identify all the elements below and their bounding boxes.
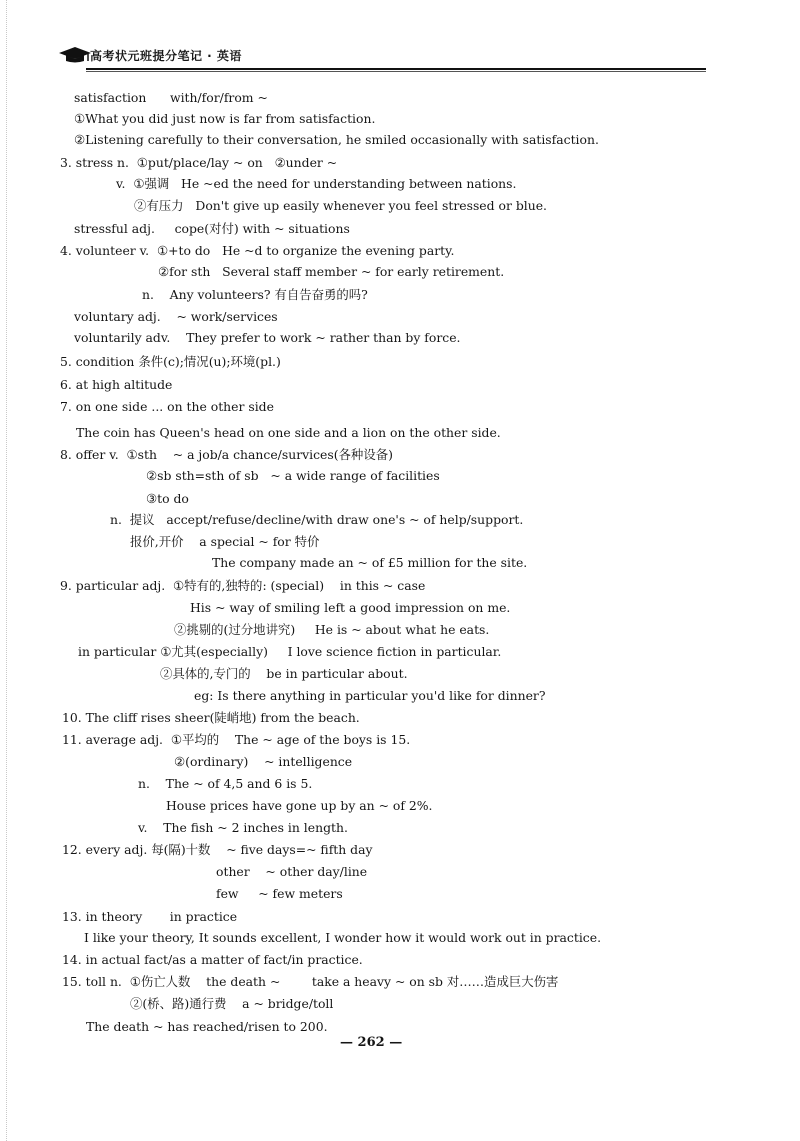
text-line: 12. every adj. 每(隔)十数 ~ five days=~ fifth day	[62, 842, 373, 857]
text-line: The death ~ has reached/risen to 200.	[86, 1019, 328, 1034]
graduation-cap-icon	[58, 46, 92, 64]
text-line: voluntary adj. ~ work/services	[74, 309, 278, 324]
text-line: The coin has Queen's head on one side and a lion on the other side.	[76, 425, 501, 440]
text-line: 5. condition 条件(c);情况(u);环境(pl.)	[60, 354, 281, 369]
text-line: ②sb sth=sth of sb ~ a wide range of facilities	[146, 468, 440, 483]
text-line: few ~ few meters	[216, 886, 343, 901]
text-line: 11. average adj. ①平均的 The ~ age of the boys is 15.	[62, 732, 411, 747]
text-line: n. The ~ of 4,5 and 6 is 5.	[138, 776, 313, 791]
text-line: ②(ordinary) ~ intelligence	[174, 754, 353, 769]
text-line: ②挑剔的(过分地讲究) He is ~ about what he eats.	[174, 622, 490, 637]
text-line: ①What you did just now is far from satisfaction.	[74, 111, 376, 126]
header-title: 高考状元班提分笔记 · 英语	[90, 49, 242, 63]
text-line: n. Any volunteers? 有自告奋勇的吗?	[142, 287, 368, 302]
text-line: 10. The cliff rises sheer(陡峭地) from the beach.	[62, 710, 360, 725]
text-line: stressful adj. cope(对付) with ~ situations	[74, 221, 350, 236]
text-line: in particular ①尤其(especially) I love science fiction in particular.	[78, 644, 502, 659]
text-line: 14. in actual fact/as a matter of fact/in practice.	[62, 952, 363, 967]
text-line: 4. volunteer v. ①+to do He ~d to organize the evening party.	[60, 243, 455, 258]
text-line: 13. in theory in practice	[62, 909, 238, 924]
text-line: 7. on one side ... on the other side	[60, 399, 274, 414]
page-margin-line	[6, 0, 7, 1141]
text-line: voluntarily adv. They prefer to work ~ rather than by force.	[74, 330, 461, 345]
text-line: The company made an ~ of £5 million for the site.	[212, 555, 528, 570]
text-line: House prices have gone up by an ~ of 2%.	[166, 798, 433, 813]
text-line: satisfaction with/for/from ~	[74, 90, 268, 105]
text-line: n. 提议 accept/refuse/decline/with draw one's ~ of help/support.	[110, 512, 524, 527]
text-line: I like your theory, It sounds excellent, I wonder how it would work out in practice.	[84, 930, 602, 945]
page-number: — 262 —	[340, 1035, 403, 1050]
text-line: ②具体的,专门的 be in particular about.	[160, 666, 408, 681]
text-line: v. ①强调 He ~ed the need for understanding between nations.	[116, 176, 517, 191]
page-header	[58, 44, 706, 72]
text-line: 报价,开价 a special ~ for 特价	[130, 534, 320, 549]
text-line: His ~ way of smiling left a good impression on me.	[190, 600, 511, 615]
header-rule-thin	[86, 71, 706, 72]
header-rule	[86, 68, 706, 70]
text-line: 6. at high altitude	[60, 377, 173, 392]
text-line: 3. stress n. ①put/place/lay ~ on ②under ~	[60, 155, 338, 170]
text-line: ②有压力 Don't give up easily whenever you feel stressed or blue.	[134, 198, 547, 213]
text-line: 8. offer v. ①sth ~ a job/a chance/survices(各种设备)	[60, 447, 393, 462]
text-line: ②Listening carefully to their conversation, he smiled occasionally with satisfaction.	[74, 132, 599, 147]
text-line: eg: Is there anything in particular you'd like for dinner?	[194, 688, 546, 703]
text-line: ②(桥、路)通行费 a ~ bridge/toll	[130, 996, 334, 1011]
text-line: other ~ other day/line	[216, 864, 368, 879]
text-line: 9. particular adj. ①特有的,独特的: (special) in this ~ case	[60, 578, 426, 593]
text-line: ②for sth Several staff member ~ for early retirement.	[158, 264, 505, 279]
text-line: v. The fish ~ 2 inches in length.	[138, 820, 348, 835]
text-line: ③to do	[146, 491, 189, 506]
text-line: 15. toll n. ①伤亡人数 the death ~ take a heavy ~ on sb 对……造成巨大伤害	[62, 974, 559, 989]
